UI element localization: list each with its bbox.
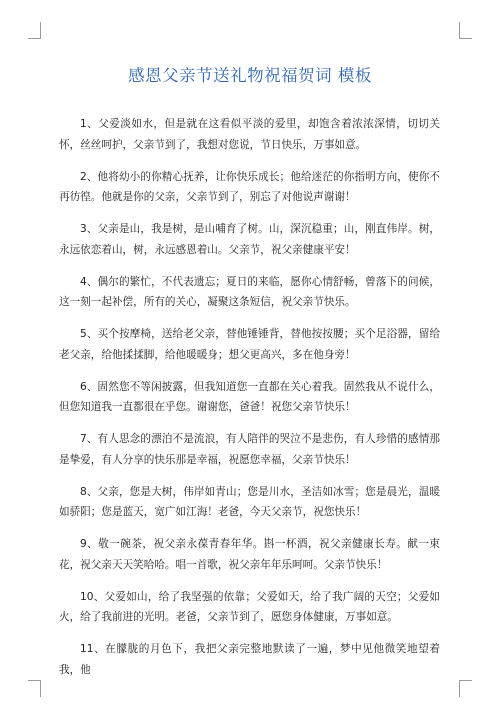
page-corner-mark-bottom-left [28,680,41,697]
paragraph-1: 1、父爱淡如水，但是就在这看似平淡的爱里，却饱含着浓浓深情，切切关怀，丝丝呵护，父亲节到了，我想对您说，节日快乐，万事如意。 [59,118,440,151]
paragraph-4: 4、偶尔的繁忙，不代表遗忘；夏日的来临，愿你心情舒畅，曾落下的问候，这一刻一起补偿，所有的关心，凝聚这条短信，祝父亲节快乐。 [59,275,440,308]
document-body [59,114,440,692]
page-corner-mark-top-right [459,22,472,39]
page-title: 感恩父亲节送礼物祝福贺词 模板 [128,66,372,85]
paragraph-9: 9、敬一碗茶，祝父亲永葆青春年华。斟一杯酒，祝父亲健康长寿。献一束花，祝父亲天天笑哈哈。唱一首歌，祝父亲年年乐呵呵。父亲节快乐！ [59,538,440,571]
paragraph-10: 10、父爱如山，给了我坚强的依靠；父爱如天，给了我广阔的天空；父爱如火，给了我前进的光明。老爸，父亲节到了，愿您身体健康，万事如意。 [59,590,440,623]
page-corner-mark-bottom-right [459,680,472,697]
paragraph-2: 2、他将幼小的你精心抚养，让你快乐成长；他给迷茫的你指明方向，使你不再彷徨。他就是你的父亲，父亲节到了，别忘了对他说声谢谢！ [59,170,440,203]
paragraph-7: 7、有人思念的漂泊不是流浪，有人陪伴的哭泣不是悲伤，有人珍惜的感情那是挚爱，有人分享的快乐那是幸福，祝愿您幸福，父亲节快乐！ [59,433,440,466]
paragraph-6: 6、固然您不等闲披露，但我知道您一直都在关心着我。固然我从不说什么，但您知道我一直都很在乎您。谢谢您，爸爸！祝您父亲节快乐！ [59,380,440,413]
paragraph-11: 11、在朦胧的月色下，我把父亲完整地默读了一遍，梦中见他微笑地望着我，他 [59,643,440,676]
paragraph-5: 5、买个按摩椅，送给老父亲，替他锤锤背，替他按按腰；买个足浴器，留给老父亲，给他揉揉脚，给他暖暖身；想父更高兴，多在他身旁！ [59,328,440,361]
paragraph-3: 3、父亲是山，我是树，是山哺育了树。山，深沉稳重；山，刚直伟岸。树，永远依恋着山，树，永远感恩着山。父亲节，祝父亲健康平安！ [59,223,440,256]
page-corner-mark-top-left [28,22,41,39]
paragraph-8: 8、父亲，您是大树，伟岸如青山；您是川水，圣洁如冰雪；您是晨光，温暖如骄阳；您是蓝天，宽广如江海！老爸，今天父亲节，祝您快乐！ [59,485,440,518]
